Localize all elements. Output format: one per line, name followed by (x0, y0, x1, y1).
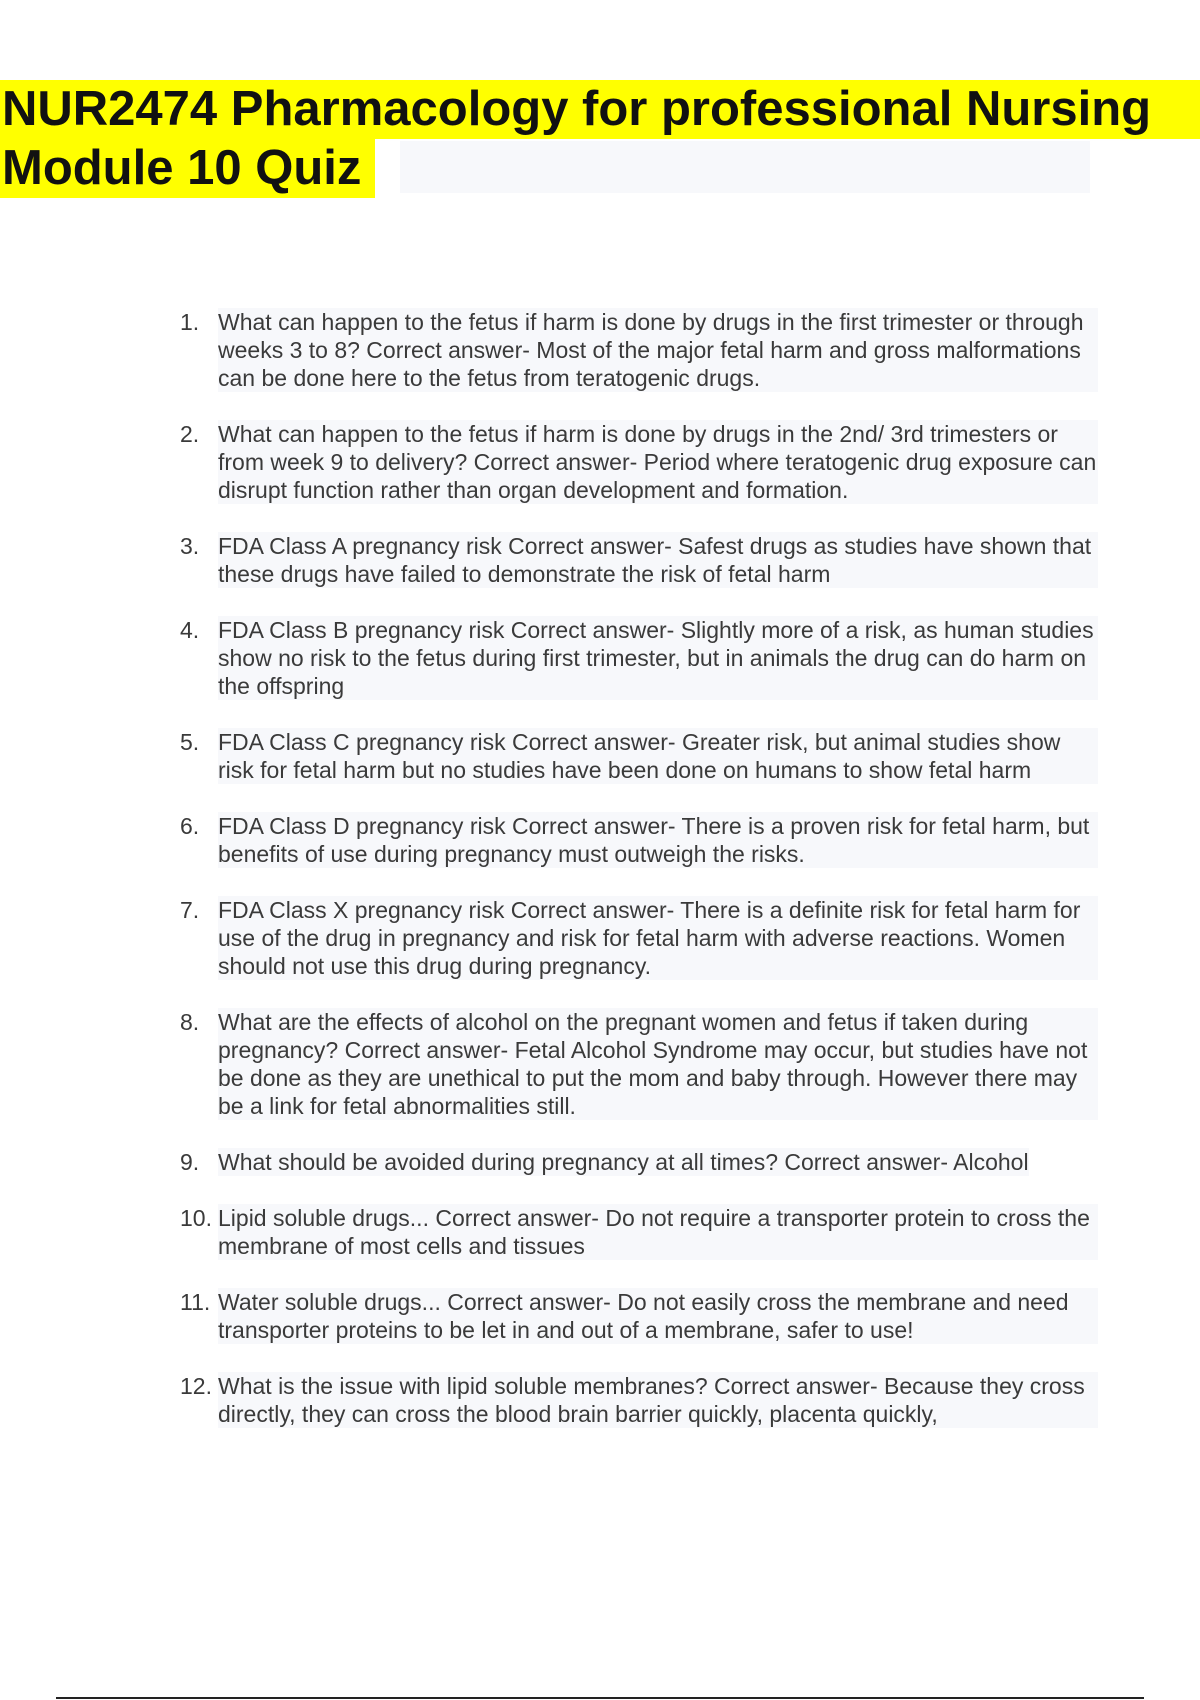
quiz-item (180, 1288, 1100, 1344)
quiz-question-list (180, 308, 1100, 1456)
quiz-item-number: 11. (180, 1289, 211, 1315)
quiz-item (180, 532, 1100, 588)
quiz-item-number: 6. (180, 813, 200, 839)
quiz-item (180, 1148, 1100, 1176)
quiz-item-number: 3. (180, 533, 200, 559)
quiz-item (180, 728, 1100, 784)
quiz-item-text: FDA Class X pregnancy risk Correct answer- There is a definite risk for fetal harm for use of the drug in pregnancy and risk for fetal harm with adverse reactions. Women should not use this drug during pregnancy. (218, 896, 1098, 980)
title-line-1 (0, 80, 1200, 139)
quiz-item (180, 1008, 1100, 1120)
quiz-item (180, 812, 1100, 868)
quiz-item-text: Water soluble drugs... Correct answer- Do not easily cross the membrane and need transporter proteins to be let in and out of a membrane, safer to use! (218, 1288, 1098, 1344)
quiz-item-number: 9. (180, 1149, 200, 1175)
quiz-item (180, 896, 1100, 980)
quiz-item-text: FDA Class A pregnancy risk Correct answer- Safest drugs as studies have shown that these drugs have failed to demonstrate the risk of fetal harm (218, 532, 1098, 588)
quiz-item-text: FDA Class D pregnancy risk Correct answer- There is a proven risk for fetal harm, but benefits of use during pregnancy must outweigh the risks. (218, 812, 1098, 868)
quiz-item-number: 12. (180, 1373, 212, 1399)
quiz-item (180, 420, 1100, 504)
quiz-item-number: 4. (180, 617, 200, 643)
quiz-item-number: 1. (180, 309, 200, 335)
quiz-item (180, 1204, 1100, 1260)
quiz-item-text: FDA Class C pregnancy risk Correct answer- Greater risk, but animal studies show risk for fetal harm but no studies have been done on humans to show fetal harm (218, 728, 1098, 784)
document-title (0, 80, 1200, 198)
title-line-2 (0, 139, 1200, 198)
quiz-item (180, 308, 1100, 392)
quiz-item-number: 10. (180, 1205, 212, 1231)
quiz-item-text: What should be avoided during pregnancy at all times? Correct answer- Alcohol (218, 1149, 1029, 1175)
quiz-item (180, 616, 1100, 700)
title-line-1-text: NUR2474 Pharmacology for professional Nursing (0, 80, 1200, 139)
quiz-item-number: 7. (180, 897, 200, 923)
quiz-item-number: 8. (180, 1009, 200, 1035)
quiz-item-number: 5. (180, 729, 200, 755)
quiz-item-text: What can happen to the fetus if harm is done by drugs in the first trimester or through weeks 3 to 8? Correct answer- Most of the major fetal harm and gross malformations can be done here to the fetus from teratogenic drugs. (218, 308, 1098, 392)
quiz-item-text: What can happen to the fetus if harm is done by drugs in the 2nd/ 3rd trimesters or from week 9 to delivery? Correct answer- Period where teratogenic drug exposure can disrupt function rather than organ development and formation. (218, 421, 1097, 503)
quiz-item-text: What are the effects of alcohol on the pregnant women and fetus if taken during pregnancy? Correct answer- Fetal Alcohol Syndrome may occur, but studies have not be done as they are unethical to put the mom and baby through. However there may be a link for fetal abnormalities still. (218, 1008, 1098, 1120)
title-shade (400, 141, 1090, 193)
quiz-item (180, 1372, 1100, 1428)
quiz-item-text: FDA Class B pregnancy risk Correct answer- Slightly more of a risk, as human studies show no risk to the fetus during first trimester, but in animals the drug can do harm on the offspring (218, 616, 1098, 700)
quiz-item-text: What is the issue with lipid soluble membranes? Correct answer- Because they cross directly, they can cross the blood brain barrier quickly, placenta quickly, (218, 1372, 1098, 1428)
title-line-2-text: Module 10 Quiz (0, 139, 375, 198)
page-bottom-rule (56, 1697, 1144, 1699)
quiz-item-number: 2. (180, 421, 200, 447)
quiz-item-text: Lipid soluble drugs... Correct answer- Do not require a transporter protein to cross the membrane of most cells and tissues (218, 1204, 1098, 1260)
